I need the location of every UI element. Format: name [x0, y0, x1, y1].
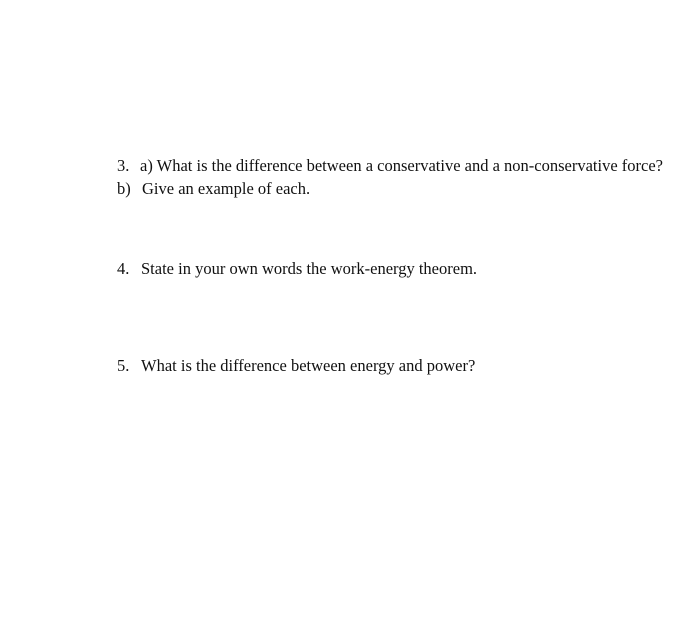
question-text: What is the difference between energy and power?: [141, 356, 476, 375]
question-text: Give an example of each.: [142, 179, 311, 198]
question-3-part-a: [117, 158, 663, 175]
question-3-part-b: [117, 181, 310, 198]
question-number: 3.: [117, 156, 130, 175]
question-5: [117, 358, 475, 375]
question-part-marker: b): [117, 179, 131, 198]
question-4: [117, 261, 477, 278]
question-text: State in your own words the work-energy theorem.: [141, 259, 478, 278]
question-text: a) What is the difference between a conservative and a non-conservative force?: [140, 156, 664, 175]
question-number: 4.: [117, 259, 130, 278]
question-number: 5.: [117, 356, 130, 375]
